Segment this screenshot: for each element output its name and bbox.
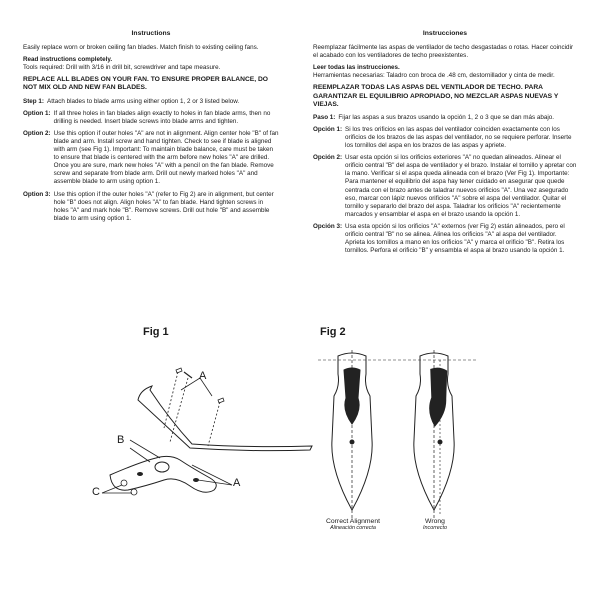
spanish-instructions bbox=[313, 30, 577, 259]
spanish-option2 bbox=[313, 154, 577, 219]
fig2-title: Fig 2 bbox=[320, 326, 346, 338]
opcion3-text: Usa esta opción si los orificios "A" externos (ver Fig 2) están alineados, pero el orificio central "B" no se alinea. Alinea los orificios "A" al aspa del ventilador. Aprieta los tornillos a mano en los orificios "A" y marca el orificio "B". Retira los tornillos. Perfora el orificio "B" y ensambla el aspa al brazo usando la opción 1. bbox=[345, 222, 565, 255]
english-tools: Tools required: Drill with 3/16 in drill bit, screwdriver and tape measure. bbox=[23, 64, 221, 72]
fig1-label-c: C bbox=[92, 486, 100, 498]
fig1-label-a-top: A bbox=[199, 370, 207, 382]
opcion2-text: Usar esta opción si los orificios exteriores "A" no quedan alineados. Alinear el orificio central "B" del aspa de ventilador y el brazo. Instalar el tornillo y apretar con la mano. Verificar si el aspa queda alineada con el brazo (Ver Fig 1). Importante: Para mantener el equilibrio del aspa hay tener cuidado en asegurar que quede centrada con el brazo antes de taladrar nuevos orificios "A". Una vez asegurado eso, marcar con lápiz nuevos orificios "A" sobre el aspa del ventilador. Quitar el tornillo y separarlo del brazo del aspa. Taladrar los orificios "A" recientemente marcados y ensamblar el aspa en el brazo usando la opción 1. bbox=[345, 154, 577, 218]
spanish-option3 bbox=[313, 223, 577, 255]
fig2-correct-caption bbox=[318, 518, 388, 531]
english-read-note: Read instructions completely. bbox=[23, 56, 113, 64]
spanish-intro: Reemplazar fácilmente las aspas de ventilador de techo desgastadas o rotas. Hacer coincidir el acabado con los ventiladores de techo preexistentes. bbox=[313, 44, 574, 60]
opcion3-label: Opción 3: bbox=[313, 222, 343, 230]
english-instructions bbox=[23, 30, 279, 227]
spanish-read-note: Leer todas las instrucciones. bbox=[313, 64, 400, 72]
english-option2 bbox=[23, 130, 279, 187]
spanish-step1 bbox=[313, 114, 577, 122]
opcion2-label: Opción 2: bbox=[313, 154, 343, 162]
option1-text: If all three holes in fan blades align exactly to holes in fan blade arms, then no drilling is needed. Insert blade screws into blade arms and tighten. bbox=[53, 109, 271, 125]
spanish-option1 bbox=[313, 126, 577, 150]
option3-text: Use this option if the outer holes "A" (refer to Fig 2) are in alignment, but center hole "B" does not align. Align holes "A" to fan blade. Hand tighten screws in holes "A" and mark hole "B". Remove screws. Drill out hole "B" and assemble blade to arm using option 1. bbox=[53, 190, 274, 222]
spanish-heading: Instrucciones bbox=[422, 30, 468, 37]
correct-alignment-sublabel: Alineación correcta bbox=[330, 525, 376, 531]
english-step1 bbox=[23, 98, 279, 106]
step1-label: Step 1: bbox=[23, 97, 44, 105]
option2-text: Use this option if outer holes "A" are not in alignment. Align center hole "B" of fan blade and arm. Install screw and hand tighten. Check to see if blade is aligned with arm (see Fig 1). Important: To maintain blade balance, care must be taken to ensure that blade is centered with the arm before new holes "A" are drilled. Once you are sure, mark new holes "A" with a pencil on the fan blade. Remove screw and separate from blade arm. Drill out newly marked holes "A" and assemble blade to arm using option 1. bbox=[53, 129, 279, 186]
spanish-warning: REEMPLAZAR TODAS LAS ASPAS DEL VENTILADOR DE TECHO. PARA GARANTIZAR EL EQUILIBRIO APROPIADO, NO MEZCLAR ASPAS NUEVAS Y VIEJAS. bbox=[313, 84, 559, 108]
spanish-tools: Herramientas necesarias: Taladro con broca de .48 cm, destornillador y cinta de medir. bbox=[313, 72, 555, 80]
wrong-sublabel: Incorrecto bbox=[423, 525, 447, 531]
english-warning: REPLACE ALL BLADES ON YOUR FAN. TO ENSURE PROPER BALANCE, DO NOT MIX OLD AND NEW FAN BLADES. bbox=[23, 76, 268, 92]
option2-label: Option 2: bbox=[23, 129, 51, 137]
english-intro: Easily replace worn or broken ceiling fan blades. Match finish to existing ceiling fans. bbox=[23, 44, 259, 52]
fig1-label-a-bottom: A bbox=[233, 477, 241, 489]
correct-alignment-label: Correct Alignment bbox=[325, 518, 381, 525]
fig2-wrong-caption bbox=[410, 518, 460, 531]
opcion1-text: Si los tres orificios en las aspas del ventilador coinciden exactamente con los orificios de los brazos de las aspas del ventilador, no se requiere perforar. Inserte los tornillos del aspa en los brazos de las aspas y apriete. bbox=[345, 125, 572, 150]
fig1-title: Fig 1 bbox=[143, 326, 169, 338]
step1-text: Attach blades to blade arms using either option 1, 2 or 3 listed below. bbox=[47, 97, 240, 105]
english-option3 bbox=[23, 191, 279, 223]
wrong-label: Wrong bbox=[425, 518, 445, 525]
paso1-text: Fijar las aspas a sus brazos usando la opción 1, 2 o 3 que se dan más abajo. bbox=[338, 113, 555, 121]
option3-label: Option 3: bbox=[23, 190, 51, 198]
fig2-alignment-illustration bbox=[308, 340, 488, 520]
option1-label: Option 1: bbox=[23, 109, 51, 117]
fig1-label-b: B bbox=[117, 434, 125, 446]
english-heading: Instructions bbox=[131, 30, 171, 37]
english-option1 bbox=[23, 110, 279, 126]
opcion1-label: Opción 1: bbox=[313, 125, 343, 133]
paso1-label: Paso 1: bbox=[313, 113, 336, 121]
